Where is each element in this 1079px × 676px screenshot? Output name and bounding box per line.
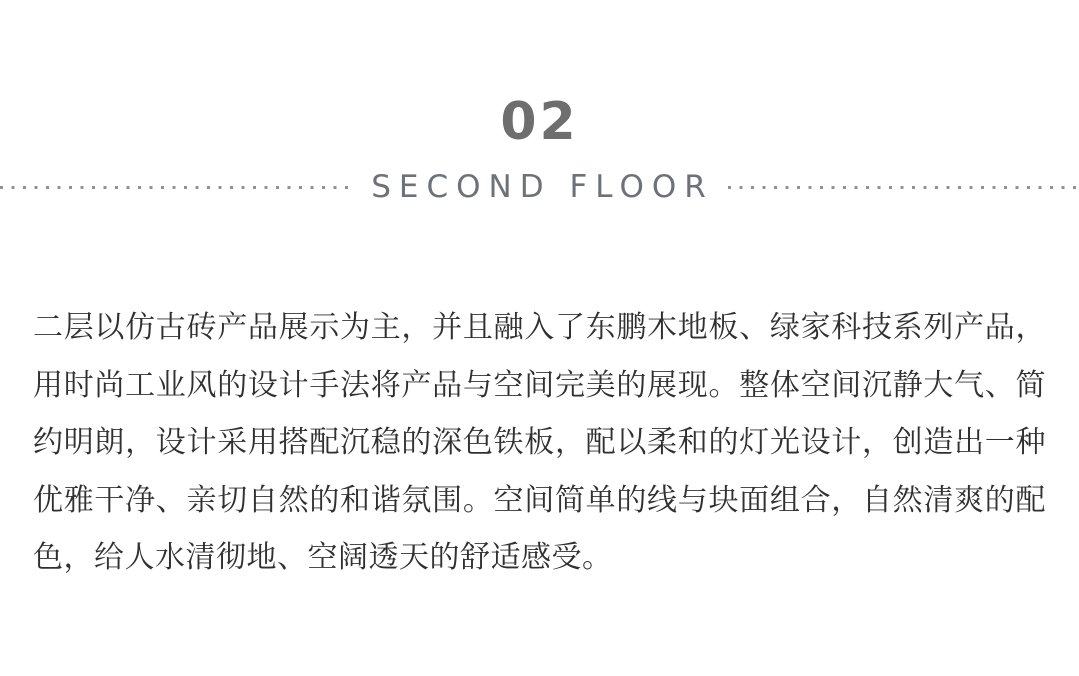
content xyxy=(33,299,1046,587)
dotted-divider-left xyxy=(0,186,351,189)
section-number: 02 xyxy=(500,92,579,152)
section-title: SECOND FLOOR xyxy=(371,169,714,205)
section-title-row xyxy=(0,167,1079,207)
dotted-divider-right xyxy=(728,186,1079,189)
description-paragraph: 二层以仿古砖产品展示为主，并且融入了东鹏木地板、绿家科技系列产品，用时尚工业风的设计手法将产品与空间完美的展现。整体空间沉静大气、简约明朗，设计采用搭配沉稳的深色铁板，配以柔和的灯光设计，创造出一种优雅干净、亲切自然的和谐氛围。空间简单的线与块面组合，自然清爽的配色，给人水清彻地、空阔透天的舒适感受。 xyxy=(33,310,1046,575)
